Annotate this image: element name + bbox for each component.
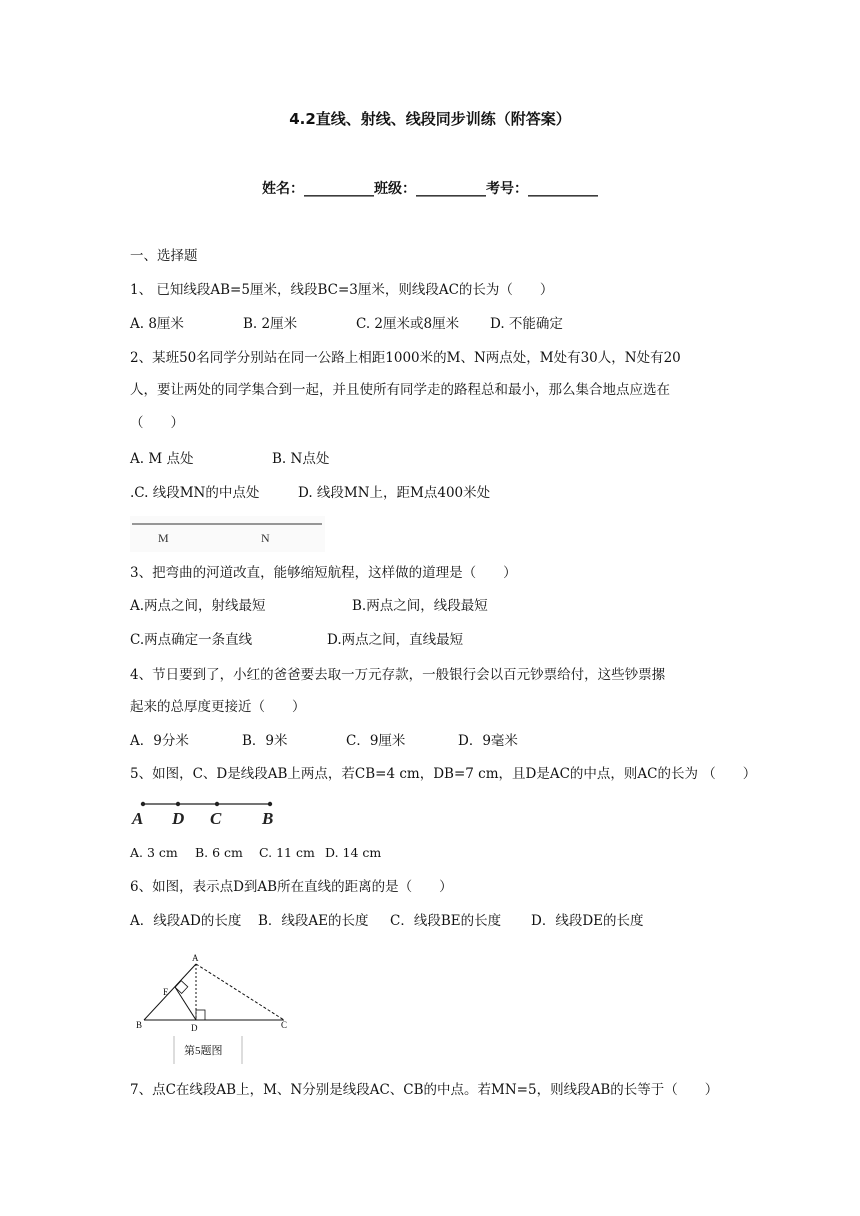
question-7-stem: 7、点C在线段AB上，M、N分别是线段AC、CB的中点。若MN=5，则线段AB的长等于（ ） [130, 1082, 719, 1098]
question-6-stem: 6、如图，表示点D到AB所在直线的距离的是（ ） [130, 879, 453, 895]
q2-label-m: M [158, 531, 169, 545]
q2-option-b: B. N点处 [272, 451, 330, 467]
student-info-line: 姓名：__________班级：__________考号：__________ [262, 181, 598, 197]
q3-option-a: A.两点之间，射线最短 [130, 598, 266, 614]
question-1-stem: 1、 已知线段AB=5厘米，线段BC=3厘米，则线段AC的长为（ ） [130, 282, 554, 298]
q5-option-a: A. 3 cm [130, 845, 178, 860]
q2-figure-segment-mn [130, 516, 325, 552]
q6-figure-caption: 第5题图 [184, 1045, 223, 1057]
q6-option-b: B．线段AE的长度 [258, 913, 369, 929]
question-5-options [130, 843, 381, 863]
q2-option-c: .C. 线段MN的中点处 [130, 485, 260, 501]
question-2-options-row-2 [130, 483, 490, 503]
question-5-stem: 5、如图，C、D是线段AB上两点，若CB=4 cm，DB=7 cm，且D是AC的中点，则AC的长为 （ ） [130, 766, 757, 782]
q5-option-d: D. 14 cm [325, 845, 382, 860]
q1-option-a: A. 8厘米 [130, 316, 184, 332]
q6-option-a: A．线段AD的长度 [130, 913, 242, 929]
question-4-options [130, 731, 518, 751]
q4-option-a: A．9分米 [130, 733, 189, 749]
question-2-options-row-1 [130, 449, 329, 469]
q6-option-d: D．线段DE的长度 [531, 913, 644, 929]
question-6-options [130, 911, 644, 931]
q3-option-b: B.两点之间，线段最短 [352, 598, 488, 614]
page-title: 4.2直线、射线、线段同步训练（附答案） [289, 110, 571, 128]
q4-option-c: C．9厘米 [346, 733, 406, 749]
q1-option-b: B. 2厘米 [243, 316, 298, 332]
question-1-options [130, 314, 563, 334]
q6-option-c: C．线段BE的长度 [390, 913, 502, 929]
question-2-stem-line-1: 2、某班50名同学分别站在同一公路上相距1000米的M、N两点处，M处有30人，N处有20 [130, 350, 681, 366]
question-3-options-row-2 [130, 630, 463, 650]
question-3-stem: 3、把弯曲的河道改直，能够缩短航程，这样做的道理是（ ） [130, 565, 517, 581]
q6-label-a: A [192, 953, 199, 963]
q2-option-d: D. 线段MN上，距M点400米处 [298, 485, 491, 501]
q5-label-a: A [132, 809, 144, 828]
question-2-stem-line-2: 人，要让两处的同学集合到一起，并且使所有同学走的路程总和最小，那么集合地点应选在 [130, 382, 670, 398]
q5-label-d: D [172, 809, 185, 828]
question-2-stem-line-3: （ ） [130, 415, 184, 431]
q5-option-c: C. 11 cm [259, 845, 315, 860]
q3-option-d: D.两点之间，直线最短 [327, 632, 464, 648]
q2-option-a: A. M 点处 [130, 451, 194, 467]
q6-figure-triangle [132, 950, 302, 1066]
q5-label-c: C [210, 809, 222, 828]
q5-figure-segment-adcb [130, 798, 290, 828]
question-4-stem-line-2: 起来的总厚度更接近（ ） [130, 699, 306, 715]
q5-option-b: B. 6 cm [195, 845, 243, 860]
q5-label-b: B [262, 809, 274, 828]
q4-option-d: D．9毫米 [458, 733, 518, 749]
question-4-stem-line-1: 4、节日要到了，小红的爸爸要去取一万元存款，一般银行会以百元钞票给付，这些钞票摞 [130, 667, 666, 683]
q6-label-b: B [136, 1020, 143, 1030]
q3-option-c: C.两点确定一条直线 [130, 632, 253, 648]
section-heading: 一、选择题 [130, 248, 198, 264]
q2-label-n: N [261, 531, 270, 545]
q6-label-d: D [191, 1023, 198, 1033]
q6-label-c: C [281, 1020, 288, 1030]
q1-option-c: C. 2厘米或8厘米 [356, 316, 460, 332]
q4-option-b: B．9米 [242, 733, 288, 749]
question-3-options-row-1 [130, 596, 488, 616]
q1-option-d: D. 不能确定 [490, 316, 563, 332]
q6-label-e: E [163, 987, 169, 997]
